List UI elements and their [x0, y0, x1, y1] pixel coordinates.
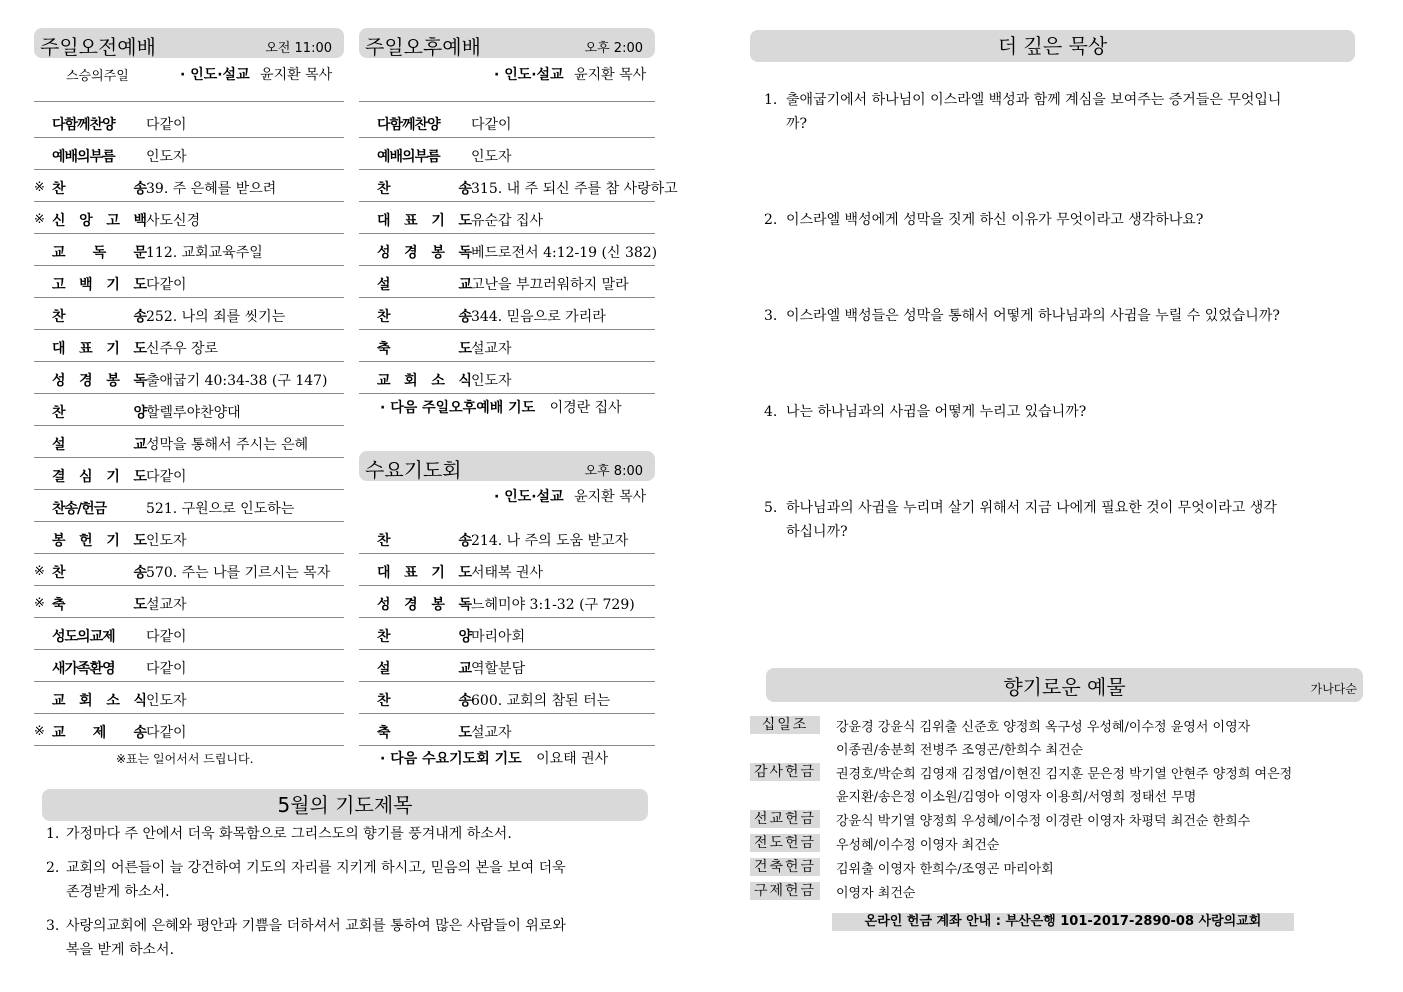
order-value: 다같이	[146, 661, 187, 677]
order-value: 할렐루야찬양대	[146, 405, 241, 421]
afternoon-leader: 윤지환 목사	[574, 67, 647, 83]
order-row	[359, 138, 655, 170]
item-number: 3.	[46, 918, 60, 934]
order-label-char: 기	[431, 213, 445, 229]
order-label-char: 대	[377, 213, 391, 229]
order-label	[52, 178, 147, 198]
order-value: 서태복 권사	[471, 565, 544, 581]
order-label-char: 결	[52, 469, 66, 485]
order-label	[377, 626, 472, 646]
question-number: 4.	[764, 404, 778, 420]
order-label-char: 신	[52, 213, 66, 229]
order-label	[52, 370, 147, 390]
order-label-char: 축	[377, 725, 391, 741]
order-label	[377, 690, 472, 710]
order-label	[377, 242, 472, 262]
order-label-char: 교	[133, 437, 147, 453]
afternoon-next-name: 이경란 집사	[549, 400, 622, 416]
order-label-char: 회	[404, 373, 418, 389]
order-row	[34, 138, 344, 170]
order-label-char: 앙	[79, 213, 93, 229]
order-label-char: 송	[133, 309, 147, 325]
order-label-char: 소	[431, 373, 445, 389]
offering-type-label: 건축헌금	[750, 858, 820, 876]
order-label: 새가족환영	[52, 661, 115, 677]
order-label	[52, 306, 147, 326]
morning-role: · 인도·설교	[180, 67, 250, 83]
order-row	[359, 298, 655, 330]
order-label-char: 문	[133, 245, 147, 261]
morning-leader: 윤지환 목사	[260, 67, 333, 83]
afternoon-service-time: 오후 2:00	[584, 41, 643, 56]
order-value: 설교자	[146, 597, 187, 613]
order-row	[34, 490, 344, 522]
afternoon-service-header	[359, 28, 655, 58]
offering-type-label: 전도헌금	[750, 834, 820, 852]
order-row	[359, 234, 658, 266]
wednesday-service-time: 오후 8:00	[584, 464, 643, 479]
order-label-char: 찬	[377, 181, 391, 197]
order-label-char: 교	[458, 277, 472, 293]
order-label-char: 성	[377, 245, 391, 261]
order-label-char: 헌	[79, 533, 93, 549]
question-line: 출애굽기에서 하나님이 이스라엘 백성과 함께 계심을 보여주는 증거들은 무엇입니	[786, 92, 1282, 108]
morning-divider	[34, 101, 344, 102]
question-line: 하십니까?	[786, 524, 848, 540]
order-label-char: 도	[133, 597, 147, 613]
order-value: 인도자	[146, 149, 187, 165]
morning-service-time: 오전 11:00	[265, 41, 332, 56]
order-label-char: 제	[92, 725, 107, 741]
order-row	[34, 202, 344, 234]
numbered-item	[46, 856, 646, 904]
order-label	[377, 306, 472, 326]
order-label	[377, 178, 472, 198]
order-row	[359, 650, 655, 682]
order-label: 찬송/헌금	[52, 501, 107, 517]
order-label-char: 독	[92, 245, 107, 261]
order-value: 고난을 부끄러워하지 말라	[471, 277, 629, 293]
offering-names: 윤지환/송은정 이소원/김영아 이영자 이용희/서영희 정태선 무명	[836, 790, 1197, 805]
order-label-char: 송	[458, 693, 472, 709]
offering-names: 김위출 이영자 한희수/조영곤 마리아회	[836, 862, 1054, 877]
morning-service-header	[34, 28, 344, 58]
order-label-char: 독	[458, 597, 472, 613]
afternoon-next-prayer	[380, 397, 622, 417]
order-label-char: 교	[52, 245, 66, 261]
order-value: 다같이	[146, 725, 187, 741]
offering-names: 우성혜/이수정 이영자 최건순	[836, 838, 1000, 853]
morning-sub-right	[180, 64, 332, 84]
item-number: 2.	[46, 860, 60, 876]
morning-footnote: ※표는 일어서서 드립니다.	[116, 752, 254, 766]
order-label	[52, 594, 147, 614]
meditation-question	[764, 208, 1344, 232]
question-number: 1.	[764, 92, 778, 108]
offering-order-note: 가나다순	[1310, 682, 1357, 696]
order-label	[52, 466, 147, 486]
meditation-question	[764, 400, 1344, 424]
numbered-item	[46, 822, 646, 846]
wednesday-sub-right	[494, 486, 646, 506]
order-label	[377, 658, 472, 678]
question-number: 3.	[764, 308, 778, 324]
order-row	[34, 522, 344, 554]
order-label	[377, 562, 472, 582]
morning-sub-left: 스승의주일	[66, 69, 129, 84]
standing-mark: ※	[34, 596, 45, 611]
order-label	[52, 722, 147, 742]
order-label-char: 기	[106, 341, 120, 357]
order-row	[34, 330, 344, 362]
offering-type-label: 선교헌금	[750, 810, 820, 828]
order-row	[34, 682, 344, 714]
order-value: 인도자	[146, 533, 187, 549]
afternoon-role: · 인도·설교	[494, 67, 564, 83]
order-row	[359, 106, 655, 138]
order-row	[359, 554, 655, 586]
wednesday-service-header	[359, 451, 655, 481]
order-row	[359, 266, 655, 298]
order-label-char: 봉	[431, 245, 445, 261]
order-row	[34, 234, 344, 266]
question-line: 까?	[786, 116, 808, 132]
order-label-char: 도	[133, 341, 147, 357]
order-value: 인도자	[146, 693, 187, 709]
order-row	[34, 426, 344, 458]
wednesday-role: · 인도·설교	[494, 489, 564, 505]
order-label-char: 소	[106, 693, 120, 709]
item-line: 복을 받게 하소서.	[66, 942, 175, 958]
order-row	[34, 714, 344, 746]
order-value: 마리아회	[471, 629, 526, 645]
order-row	[359, 170, 678, 202]
offering-names: 강윤식 박기열 양정희 우성혜/이수정 이경란 이영자 차평덕 최건순 한희수	[836, 814, 1251, 829]
order-label-char: 찬	[52, 565, 66, 581]
offering-title: 향기로운 예물	[1003, 675, 1126, 699]
order-value: 39. 주 은혜를 받으려	[146, 181, 277, 197]
order-label-char: 대	[377, 565, 391, 581]
order-label-char: 고	[52, 277, 66, 293]
order-value: 출애굽기 40:34-38 (구 147)	[146, 373, 328, 389]
order-label-char: 송	[133, 725, 147, 741]
order-label	[52, 690, 147, 710]
order-label-char: 양	[458, 629, 472, 645]
question-number: 5.	[764, 500, 778, 516]
order-label-char: 도	[458, 341, 472, 357]
order-label	[52, 338, 147, 358]
question-line: 이스라엘 백성들은 성막을 통해서 어떻게 하나님과의 사귐을 누릴 수 있었습니까?	[786, 308, 1280, 324]
order-label	[52, 242, 147, 262]
order-label-char: 표	[79, 341, 93, 357]
offering-names: 권경호/박순희 김영재 김정엽/이현진 김지훈 문은정 박기열 안현주 양정희 여은정	[836, 767, 1293, 782]
order-label	[377, 722, 472, 742]
order-label-char: 송	[458, 181, 472, 197]
order-value: 역할분담	[471, 661, 526, 677]
order-label-char: 식	[458, 373, 472, 389]
order-value: 다같이	[471, 117, 512, 133]
order-label-char: 도	[133, 533, 147, 549]
order-label-char: 경	[404, 245, 418, 261]
order-label-char: 고	[106, 213, 120, 229]
order-label-char: 교	[377, 373, 391, 389]
order-label-char: 회	[79, 693, 93, 709]
order-label-char: 경	[404, 597, 418, 613]
order-value: 인도자	[471, 149, 512, 165]
offering-type-label: 감사헌금	[750, 763, 820, 781]
offering-header	[766, 668, 1363, 702]
order-label-char: 도	[133, 469, 147, 485]
order-label-char: 찬	[377, 533, 391, 549]
order-label-char: 송	[458, 533, 472, 549]
order-label-char: 찬	[52, 181, 66, 197]
order-value: 521. 구원으로 인도하는	[146, 501, 295, 517]
order-label-char: 송	[133, 181, 147, 197]
wednesday-leader: 윤지환 목사	[574, 489, 647, 505]
order-label-char: 표	[404, 565, 418, 581]
wednesday-service-title: 수요기도회	[365, 458, 462, 482]
afternoon-order-table	[359, 106, 678, 394]
order-value: 214. 나 주의 도움 받고자	[471, 533, 629, 549]
order-label	[52, 562, 147, 582]
order-label: 예배의부름	[52, 149, 115, 165]
order-label-char: 백	[79, 277, 93, 293]
item-line: 존경받게 하소서.	[66, 884, 170, 900]
order-row	[34, 618, 344, 650]
order-label	[377, 338, 472, 358]
question-line: 이스라엘 백성에게 성막을 짓게 하신 이유가 무엇이라고 생각하나요?	[786, 212, 1204, 228]
order-label-char: 기	[431, 565, 445, 581]
order-value: 성막을 통해서 주시는 은혜	[146, 437, 309, 453]
meditation-header: 더 깊은 묵상	[750, 30, 1355, 62]
order-value: 신주우 장로	[146, 341, 219, 357]
question-line: 나는 하나님과의 사귐을 어떻게 누리고 있습니까?	[786, 404, 1087, 420]
question-number: 2.	[764, 212, 778, 228]
order-value: 다같이	[146, 629, 187, 645]
order-row	[34, 554, 344, 586]
order-label	[377, 594, 472, 614]
order-label-char: 독	[458, 245, 472, 261]
order-label	[377, 530, 472, 550]
order-label-char: 송	[458, 309, 472, 325]
order-label	[377, 370, 472, 390]
order-row	[34, 586, 344, 618]
afternoon-sub-right	[494, 64, 646, 84]
order-label-char: 찬	[377, 629, 391, 645]
wednesday-next-label: · 다음 수요기도회 기도	[380, 751, 522, 767]
order-label	[52, 402, 147, 422]
question-line: 하나님과의 사귐을 누리며 살기 위해서 지금 나에게 필요한 것이 무엇이라고 생각	[786, 500, 1277, 516]
afternoon-service-title: 주일오후예배	[365, 35, 481, 59]
order-label-char: 기	[106, 277, 120, 293]
wednesday-next-name: 이요태 권사	[536, 751, 609, 767]
order-row	[34, 650, 344, 682]
offering-names: 강윤경 강윤식 김위출 신준호 양정희 옥구성 우성혜/이수정 윤영서 이영자	[836, 720, 1251, 735]
order-label-char: 봉	[52, 533, 66, 549]
order-value: 344. 믿음으로 가리라	[471, 309, 606, 325]
order-label: 예배의부름	[377, 149, 440, 165]
order-label-char: 설	[377, 277, 391, 293]
order-label	[377, 210, 472, 230]
order-label-char: 백	[133, 213, 147, 229]
order-label: 성도의교제	[52, 629, 115, 645]
order-label-char: 교	[458, 661, 472, 677]
order-label	[52, 530, 147, 550]
order-value: 느헤미야 3:1-32 (구 729)	[471, 597, 635, 613]
order-row	[34, 106, 344, 138]
prayer-topics-list	[46, 822, 646, 972]
order-label-char: 찬	[52, 405, 66, 421]
order-row	[359, 202, 655, 234]
order-label-char: 표	[404, 213, 418, 229]
order-row	[359, 362, 655, 394]
standing-mark: ※	[34, 212, 45, 227]
numbered-item	[46, 914, 646, 962]
item-line: 교회의 어른들이 늘 강건하여 기도의 자리를 지키게 하시고, 믿음의 본을 보여 더욱	[66, 860, 566, 876]
order-label-char: 심	[79, 469, 93, 485]
order-row	[34, 394, 344, 426]
morning-service-title: 주일오전예배	[40, 35, 156, 59]
order-label	[377, 274, 472, 294]
order-value: 사도신경	[146, 213, 201, 229]
order-value: 112. 교회교육주일	[146, 245, 263, 261]
offering-type-label: 구제헌금	[750, 882, 820, 900]
order-label-char: 대	[52, 341, 66, 357]
order-row	[359, 586, 655, 618]
order-label-char: 교	[52, 693, 66, 709]
order-row	[34, 458, 344, 490]
order-value: 다같이	[146, 277, 187, 293]
order-value: 600. 교회의 참된 터는	[471, 693, 611, 709]
order-label-char: 성	[377, 597, 391, 613]
order-value: 설교자	[471, 341, 512, 357]
order-label-char: 독	[133, 373, 147, 389]
offering-type-label: 십일조	[750, 716, 820, 734]
wednesday-order-table	[359, 522, 655, 746]
order-label: 다함께찬양	[377, 117, 440, 133]
order-row	[34, 266, 344, 298]
meditation-question	[764, 304, 1344, 328]
order-value: 570. 주는 나를 기르시는 목자	[146, 565, 331, 581]
online-account-note: 온라인 헌금 계좌 안내 : 부산은행 101-2017-2890-08 사랑의교회	[832, 913, 1294, 931]
order-label-char: 봉	[106, 373, 120, 389]
standing-mark: ※	[34, 180, 45, 195]
afternoon-next-label: · 다음 주일오후예배 기도	[380, 400, 536, 416]
order-row	[359, 522, 655, 554]
morning-order-table	[34, 106, 344, 746]
order-row	[34, 362, 344, 394]
order-label-char: 도	[458, 725, 472, 741]
order-label-char: 기	[106, 469, 120, 485]
order-label-char: 양	[133, 405, 147, 421]
order-label-char: 설	[52, 437, 66, 453]
order-label-char: 축	[377, 341, 391, 357]
offering-list	[750, 716, 1390, 901]
order-row	[34, 298, 344, 330]
order-label-char: 찬	[377, 309, 391, 325]
prayer-topics-header: 5월의 기도제목	[42, 789, 648, 821]
afternoon-divider	[359, 101, 655, 102]
order-label-char: 식	[133, 693, 147, 709]
item-line: 사랑의교회에 은혜와 평안과 기쁨을 더하셔서 교회를 통하여 많은 사람들이 위로와	[66, 918, 566, 934]
order-label-char: 도	[458, 213, 472, 229]
order-label-char: 설	[377, 661, 391, 677]
offering-names: 이종권/송분희 전병주 조영곤/한희수 최건순	[836, 743, 1084, 758]
order-label-char: 송	[133, 565, 147, 581]
item-number: 1.	[46, 826, 60, 842]
order-label-char: 도	[133, 277, 147, 293]
order-label-char: 기	[106, 533, 120, 549]
order-row	[34, 170, 344, 202]
order-row	[359, 330, 655, 362]
meditation-question	[764, 88, 1344, 136]
order-row	[359, 618, 655, 650]
order-label-char: 성	[52, 373, 66, 389]
standing-mark: ※	[34, 724, 45, 739]
order-value: 315. 내 주 되신 주를 참 사랑하고	[471, 181, 678, 197]
wednesday-next-prayer	[380, 748, 608, 768]
order-value: 베드로전서 4:12-19 (신 382)	[471, 245, 658, 261]
order-label-char: 도	[458, 565, 472, 581]
order-value: 유순갑 집사	[471, 213, 544, 229]
order-label-char: 찬	[377, 693, 391, 709]
order-label	[52, 434, 147, 454]
meditation-question	[764, 496, 1344, 544]
order-label-char: 경	[79, 373, 93, 389]
standing-mark: ※	[34, 564, 45, 579]
order-row	[359, 714, 655, 746]
order-label-char: 봉	[431, 597, 445, 613]
order-label	[52, 210, 147, 230]
item-line: 가정마다 주 안에서 더욱 화목함으로 그리스도의 향기를 풍겨내게 하소서.	[66, 826, 512, 842]
order-label-char: 교	[52, 725, 66, 741]
order-label: 다함께찬양	[52, 117, 115, 133]
order-label-char: 찬	[52, 309, 66, 325]
order-value: 다같이	[146, 117, 187, 133]
order-value: 252. 나의 죄를 씻기는	[146, 309, 286, 325]
order-row	[359, 682, 655, 714]
order-value: 설교자	[471, 725, 512, 741]
order-label-char: 축	[52, 597, 66, 613]
order-value: 인도자	[471, 373, 512, 389]
order-label	[52, 274, 147, 294]
order-value: 다같이	[146, 469, 187, 485]
offering-names: 이영자 최건순	[836, 886, 916, 901]
